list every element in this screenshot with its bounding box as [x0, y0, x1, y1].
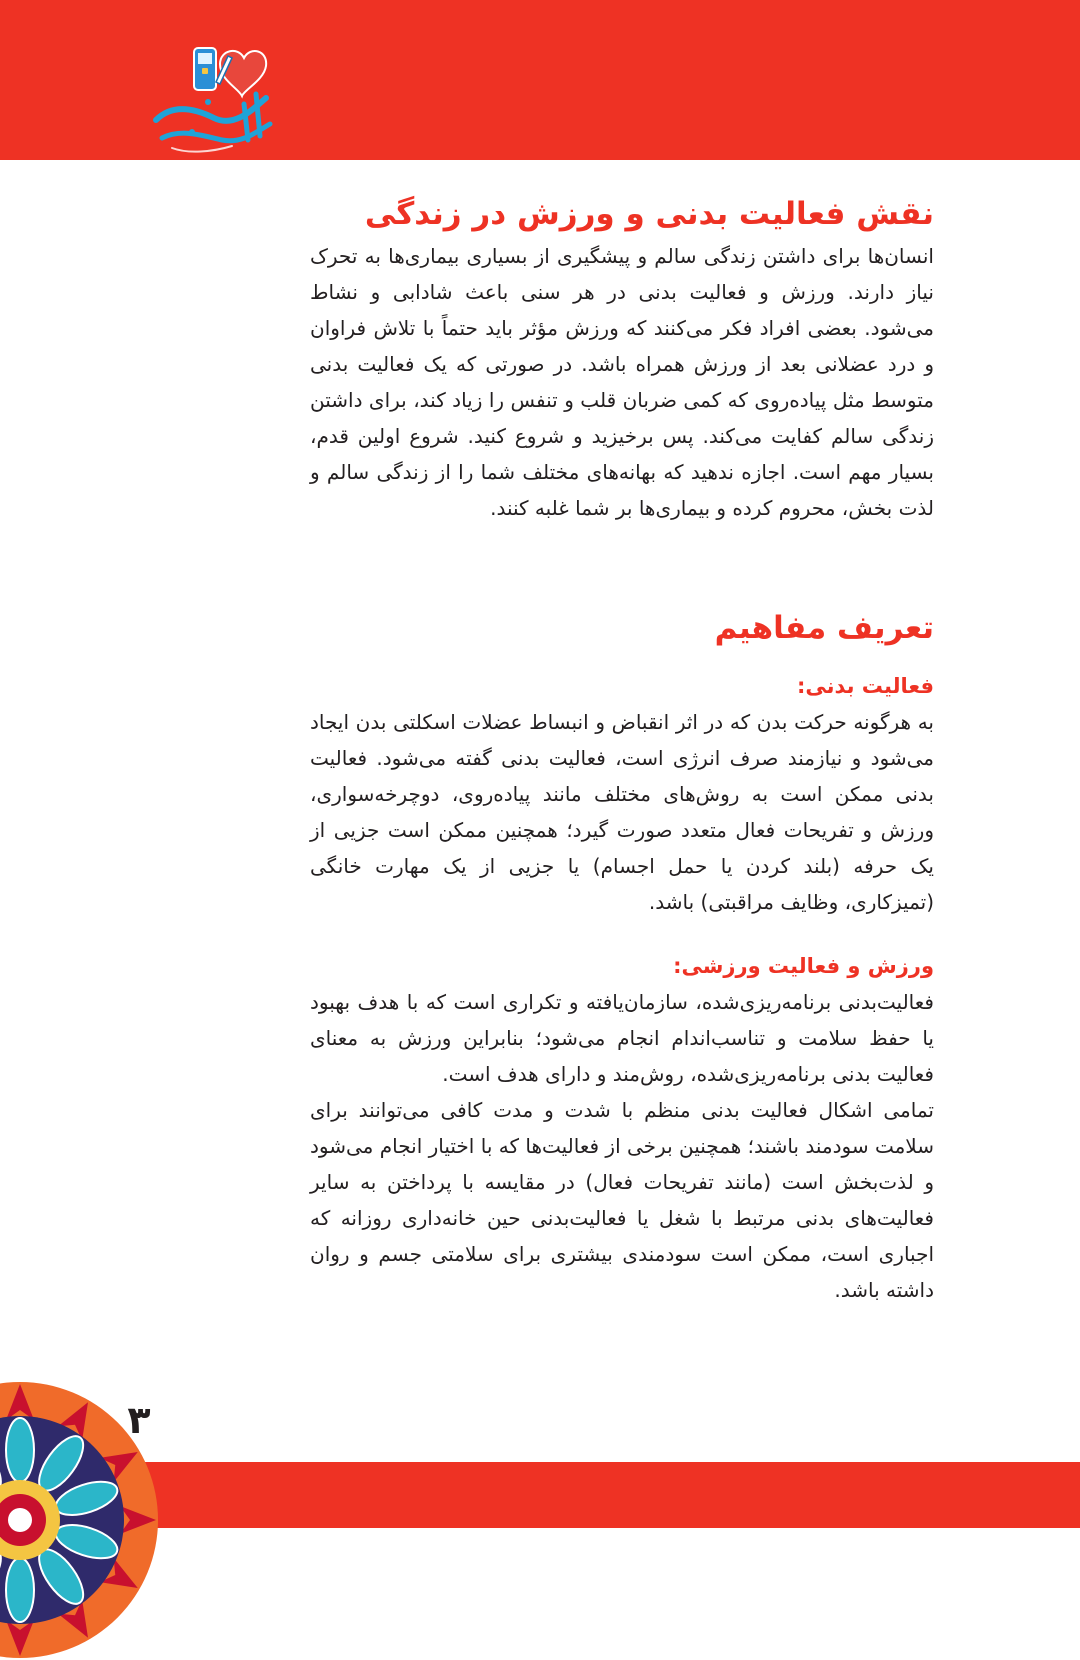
section-paragraph: انسان‌ها برای داشتن زندگی سالم و پیشگیری از بسیاری بیماری‌ها به تحرک نیاز دارند. ورزش و فعالیت بدنی در هر سنی باعث شادابی و نشاط می‌شود. بعضی افراد فکر می‌کنند که ورزش مؤثر باید حتماً با تلاش فراوان و درد عضلانی بعد از ورزش همراه باشد. در صورتی که یک فعالیت بدنی متوسط مثل پیاده‌روی که کمی ضربان قلب و تنفس را زیاد کند، برای داشتن زندگی سالم کفایت می‌کند. پس برخیزید و شروع کنید. شروع اولین قدم، بسیار مهم است. اجازه ندهید که بهانه‌های مختلف شما را از زندگی سالم و لذت بخش، محروم کرده و بیماری‌ها بر شما غلبه کنند.	[310, 244, 934, 520]
subsection-exercise	[310, 948, 934, 1308]
footer-band	[0, 1462, 1080, 1528]
section-title: تعریف مفاهیم	[714, 610, 934, 646]
article-body	[310, 190, 934, 1308]
section-role-of-exercise	[310, 190, 934, 526]
subsection-physical-activity	[310, 668, 934, 920]
health-campaign-logo	[148, 40, 278, 158]
section-definitions	[310, 604, 934, 1308]
subsection-title: فعالیت بدنی:	[796, 674, 934, 698]
header-band	[0, 0, 1080, 160]
subsection-title: ورزش و فعالیت ورزشی:	[673, 954, 934, 978]
page-number: ۳	[127, 1398, 151, 1442]
mandala-ornament-icon	[0, 1380, 160, 1660]
subsection-paragraph: تمامی اشکال فعالیت بدنی منظم با شدت و مدت کافی می‌توانند برای سلامت سودمند باشند؛ همچنین برخی از فعالیت‌ها که با اختیار انجام می‌شود و لذت‌بخش است (مانند تفریحات فعال) در مقایسه با پرداختن به سایر فعالیت‌های بدنی مرتبط با شغل یا فعالیت‌بدنی حین خانه‌داری روزانه که اجباری است، ممکن است سودمندی بیشتری برای سلامتی جسم و روان داشته باشد.	[310, 1098, 934, 1302]
subsection-paragraph: فعالیت‌بدنی برنامه‌ریزی‌شده، سازمان‌یافته و تکراری است که با هدف بهبود یا حفظ سلامت و تناسب‌اندام انجام می‌شود؛ بنابراین ورزش به معنای فعالیت بدنی برنامه‌ریزی‌شده، روش‌مند و دارای هدف است.	[310, 990, 934, 1086]
subsection-paragraph: به هرگونه حرکت بدن که در اثر انقباض و انبساط عضلات اسکلتی بدن ایجاد می‌شود و نیازمند صرف انرژی است، فعالیت بدنی گفته می‌شود. فعالیت بدنی ممکن است به روش‌های مختلف مانند پیاده‌روی، دوچرخه‌سواری، ورزش و تفریحات فعال متعدد صورت گیرد؛ همچنین ممکن است جزیی از یک حرفه (بلند کردن یا حمل اجسام) یا جزیی از یک مهارت خانگی (تمیزکاری، وظایف مراقبتی) باشد.	[310, 710, 934, 914]
section-title: نقش فعالیت بدنی و ورزش در زندگی	[364, 196, 934, 232]
